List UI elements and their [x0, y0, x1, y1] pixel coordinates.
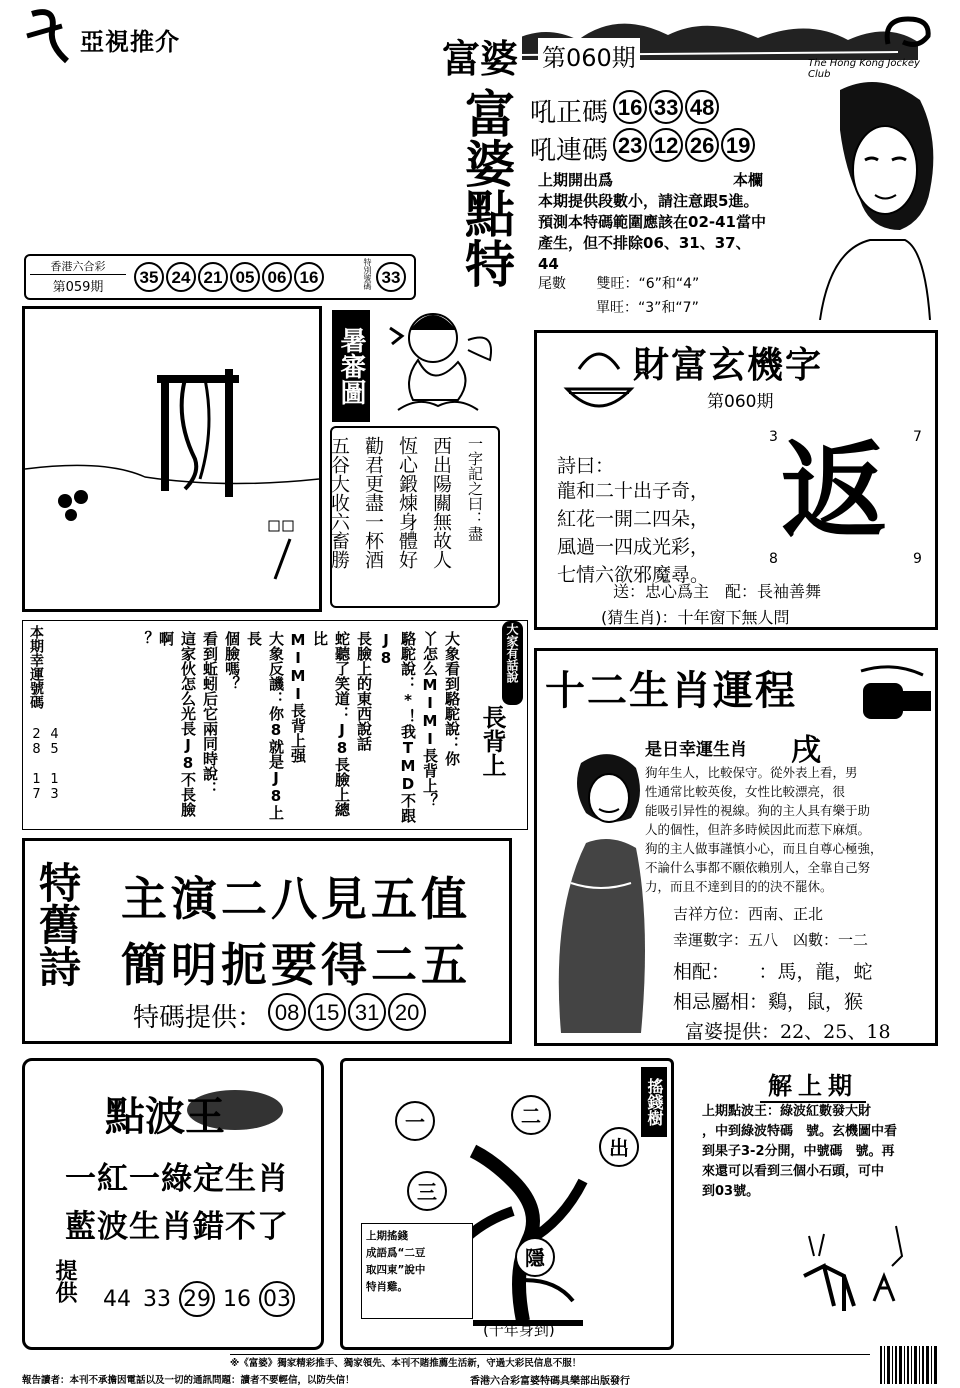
cartoon-tag: 暑審圖 [332, 310, 370, 422]
last-result-bar [24, 254, 416, 300]
lottery-number: 24 [166, 262, 196, 292]
zodiac-desc-line: 狗年生人，比較保守。從外表上看，男 [645, 765, 858, 780]
tree-bubble: 一 [395, 1101, 435, 1141]
zodiac-desc-line: 能吸引异性的視線。狗的主人具有樂于助 [645, 803, 871, 818]
wave-king-line1: 一紅一綠定生肖 [65, 1161, 289, 1197]
header-title: 富婆 [438, 28, 522, 83]
wave-number: 33 [143, 1287, 171, 1312]
special-numbers [268, 1000, 428, 1025]
horseshoe-logo-icon [878, 14, 934, 54]
special-poem-panel [22, 838, 512, 1044]
wave-number: 29 [179, 1281, 215, 1317]
row1-number: 48 [685, 90, 719, 124]
tree-note-line: 取四東”說中 [366, 1264, 426, 1276]
wave-king-line2: 藍波生肖錯不了 [65, 1209, 289, 1245]
row2-number: 23 [613, 128, 647, 162]
row1-label: 吼正碼 [530, 98, 609, 128]
tree-note-line: 上期搖錢 [366, 1230, 408, 1242]
deer-sketch-icon [784, 1216, 914, 1326]
lottery-number: 16 [294, 262, 324, 292]
tree-note-line: 特肖雞。 [366, 1281, 408, 1293]
special-number-wrap [376, 262, 408, 292]
solve-line: 來還可以看到三個小石頭，可中 [702, 1164, 885, 1179]
zodiac-match: 相配： ：馬，龍，蛇 [673, 961, 873, 983]
money-tree-panel [340, 1058, 674, 1350]
zodiac-provide: 富婆提供：22、25、18 [685, 1021, 891, 1043]
zodiac-desc-line: 人的個性，但許多時候因此而惹下麻煩。 [645, 822, 871, 837]
footer-right: 香港六合彩富婆特碼具樂部出版發行 [470, 1376, 630, 1387]
special-number: 15 [308, 993, 346, 1031]
wave-king-banner [85, 1081, 285, 1139]
corner-9: 9 [913, 551, 922, 567]
money-tree-note [361, 1223, 473, 1319]
tree-bubble: 出 [599, 1127, 639, 1167]
main-feature-row2 [530, 128, 757, 167]
wave-number: 03 [259, 1281, 295, 1317]
row2-numbers [613, 133, 757, 158]
zodiac-lucky-animal: 戌 [791, 733, 821, 768]
tree-note-line: 成語爲“二豆 [366, 1247, 426, 1259]
wave-king-panel [22, 1058, 324, 1350]
row2-number: 12 [649, 128, 683, 162]
tree-bubble: 三 [407, 1171, 447, 1211]
fortune-poem-line: 風過一四成光彩， [557, 536, 710, 558]
barcode-icon [880, 1346, 938, 1384]
cartoon-panel [22, 306, 322, 612]
row2-number: 26 [685, 128, 719, 162]
tree-bubble: 二 [511, 1095, 551, 1135]
special-number: 31 [348, 993, 386, 1031]
zodiac-title: 十二生肖運程 [545, 667, 797, 714]
main-feature-title: 富婆點特 [457, 88, 516, 288]
special-poem-line2: 簡明扼要得二五 [121, 938, 471, 992]
wave-number: 44 [103, 1287, 131, 1312]
woman-portrait-icon [810, 80, 940, 320]
wave-king-numbers [99, 1281, 299, 1319]
story-line: 個臉嗎？ [223, 631, 241, 691]
lottery-issue: 第059期 [52, 280, 104, 295]
story-line: 蛇聽了笑道：J8長臉上總比 [311, 631, 351, 817]
barcode [880, 1346, 938, 1384]
note-line: 本期提供段數小，請注意跟5進。 [538, 192, 759, 210]
zodiac-avoid: 相忌屬相：鷄，鼠，猴 [673, 991, 864, 1013]
story-line: MIMI長背上强 [289, 631, 307, 763]
scroll-header: 一字記之曰：盡 [466, 436, 484, 541]
tree-bubble: 隱 [515, 1237, 555, 1277]
zodiac-lucky-label: 是日幸運生肖 [645, 740, 747, 760]
story-line: ？ [135, 631, 153, 646]
solve-last-panel [696, 1066, 936, 1336]
story-tag: 大家有話說 [502, 621, 523, 705]
special-number: 08 [268, 993, 306, 1031]
zodiac-desc-line: 性通常比較英俊，女性比較漂亮，很 [645, 784, 846, 799]
solve-line: 上期點波王：綠波紅數發大財 [702, 1104, 872, 1119]
lottery-number: 05 [230, 262, 260, 292]
hanging-cartoon-icon [25, 309, 319, 609]
tail-label: 尾數 [538, 276, 566, 292]
fortune-poem-line: 紅花一開二四朵， [557, 508, 710, 530]
main-feature-notes [538, 170, 818, 275]
fortune-poem-line: 七情六欲邪魔尋。 [557, 564, 710, 586]
wave-king-provide-label: 提供 [52, 1259, 77, 1303]
story-line: 這家伙怎么光長J8不長臉啊 [157, 631, 197, 817]
row2-number: 19 [721, 128, 755, 162]
fortune-big-char: 返 [781, 428, 887, 553]
special-tag: 特別號碼 [363, 258, 372, 290]
story-lines [135, 631, 463, 827]
treasure-bowl-icon [559, 339, 639, 429]
fortune-poem-line: 龍和二十出子奇， [557, 480, 710, 502]
lottery-number: 21 [198, 262, 228, 292]
fortune-panel [534, 330, 938, 630]
story-title: 長背上 [478, 705, 507, 777]
special-poem-provide [133, 993, 428, 1034]
corner-3: 3 [769, 429, 778, 445]
story-panel [22, 620, 528, 830]
note-line: 44 [538, 255, 559, 273]
tail-info [538, 272, 699, 320]
main-feature-row1 [530, 90, 721, 129]
zodiac-desc-line: 狗的主人做事謹慎小心，而且自尊心極強， [645, 841, 883, 856]
zodiac-numbers: 幸運數字：五八 凶數：一二 [673, 931, 869, 949]
scroll-poem-line: 恆心鍛煉身體好 [396, 436, 418, 569]
story-line: 駱駝說：*！我TMD不跟J8 [377, 631, 417, 823]
solve-last-lines [702, 1102, 934, 1202]
tail-single: 單旺：“3”和“7” [596, 300, 699, 316]
fortune-issue: 第060期 [707, 392, 774, 412]
corner-7: 7 [913, 429, 922, 445]
zodiac-direction: 吉祥方位：西南、正北 [673, 905, 824, 923]
fortune-poem [557, 477, 709, 589]
header-banner [438, 10, 938, 81]
lucky-numbers: 45 13 28 17 [29, 727, 62, 802]
brand-mark-icon [22, 6, 82, 68]
money-tree-bottom: (十年身到) [483, 1321, 555, 1339]
fortune-poem-label: 詩曰： [557, 455, 615, 477]
lucky-label: 本期幸運號碼 [28, 625, 44, 709]
zodiac-desc-line: 力，而且不達到目的的決不罷休。 [645, 879, 833, 894]
solve-line: 到03號。 [702, 1184, 760, 1199]
story-line: 長臉上的東西說話 [355, 631, 373, 751]
special-poem-title: 特舊詩 [33, 861, 82, 987]
corner-8: 8 [769, 551, 778, 567]
solve-line: 到果子3-2分開，中號碼 號。再 [702, 1144, 895, 1159]
fortune-guess: (猜生肖)：十年窗下無人問 [601, 608, 790, 627]
zodiac-desc-line: 不論什么事都不願依賴別人，全靠自己努 [645, 860, 871, 875]
cartoon-scroll [330, 426, 500, 608]
row1-numbers [613, 95, 721, 120]
brand-logo [22, 6, 192, 68]
scroll-poem [322, 436, 492, 604]
lottery-number: 35 [134, 262, 164, 292]
fist-icon [853, 661, 935, 731]
zodiac-panel [534, 648, 938, 1046]
club-name: The Hong Kong Jockey Club [808, 58, 920, 80]
woman-figure-icon [541, 743, 661, 1043]
scroll-poem-line: 五谷大收六畜勝 [328, 436, 350, 569]
zodiac-desc [645, 763, 937, 896]
note-line: 產生，但不排除06、31、37、 [538, 234, 751, 252]
note-line: 上期開出爲 本欄 [538, 171, 764, 189]
lottery-label: 香港六合彩 [30, 258, 126, 275]
solve-last-title: 解上期 [760, 1066, 866, 1103]
fortune-send: 送：忠心爲主 配：長袖善舞 [613, 582, 822, 601]
note-line: 預測本特碼範圍應該在02-41當中 [538, 213, 766, 231]
story-line: 丫怎么MIMI長背上？ [421, 631, 439, 808]
special-provide-label: 特碼提供： [133, 1003, 264, 1033]
footer-left: 報告讀者：本刊不承擔因電話以及一切的通訊問題：讀者不要輕信，以防失信！ [22, 1375, 355, 1386]
special-poem-line1: 主演二八見五值 [121, 872, 471, 926]
row1-number: 33 [649, 90, 683, 124]
tail-double: 雙旺：“6”和“4” [596, 276, 700, 292]
lottery-numbers [134, 262, 326, 292]
brand-name: 亞視推介 [80, 28, 180, 56]
money-tree-tag: 搖錢樹 [641, 1067, 667, 1137]
row1-number: 16 [613, 90, 647, 124]
footer-notice: ※《富婆》獨家精彩推手、獨家領先、本刊不賭推薦生活新，守過大彩民信息不服！ [230, 1354, 870, 1369]
scroll-poem-line: 西出陽關無故人 [430, 436, 452, 569]
wave-number: 16 [223, 1287, 251, 1312]
special-number: 33 [376, 262, 406, 292]
fortune-title: 財富玄機字 [633, 344, 824, 386]
solve-line: ，中到綠波特碼 號。玄機圖中看 [702, 1124, 898, 1139]
header-issue: 第060期 [538, 38, 640, 73]
story-line: 看到蚯蚓后它兩同時說： [201, 631, 219, 796]
wave-king-title: 點波王 [105, 1093, 225, 1140]
scroll-poem-line: 勸君更盡一杯酒 [362, 436, 384, 569]
story-line: 大象反譏：你8就是J8上長 [245, 631, 285, 820]
row2-label: 吼連碼 [530, 136, 609, 166]
lottery-number: 06 [262, 262, 292, 292]
cupid-icon [378, 300, 498, 418]
special-number: 20 [388, 993, 426, 1031]
story-line: 大象看到駱駝說：你 [443, 631, 461, 766]
